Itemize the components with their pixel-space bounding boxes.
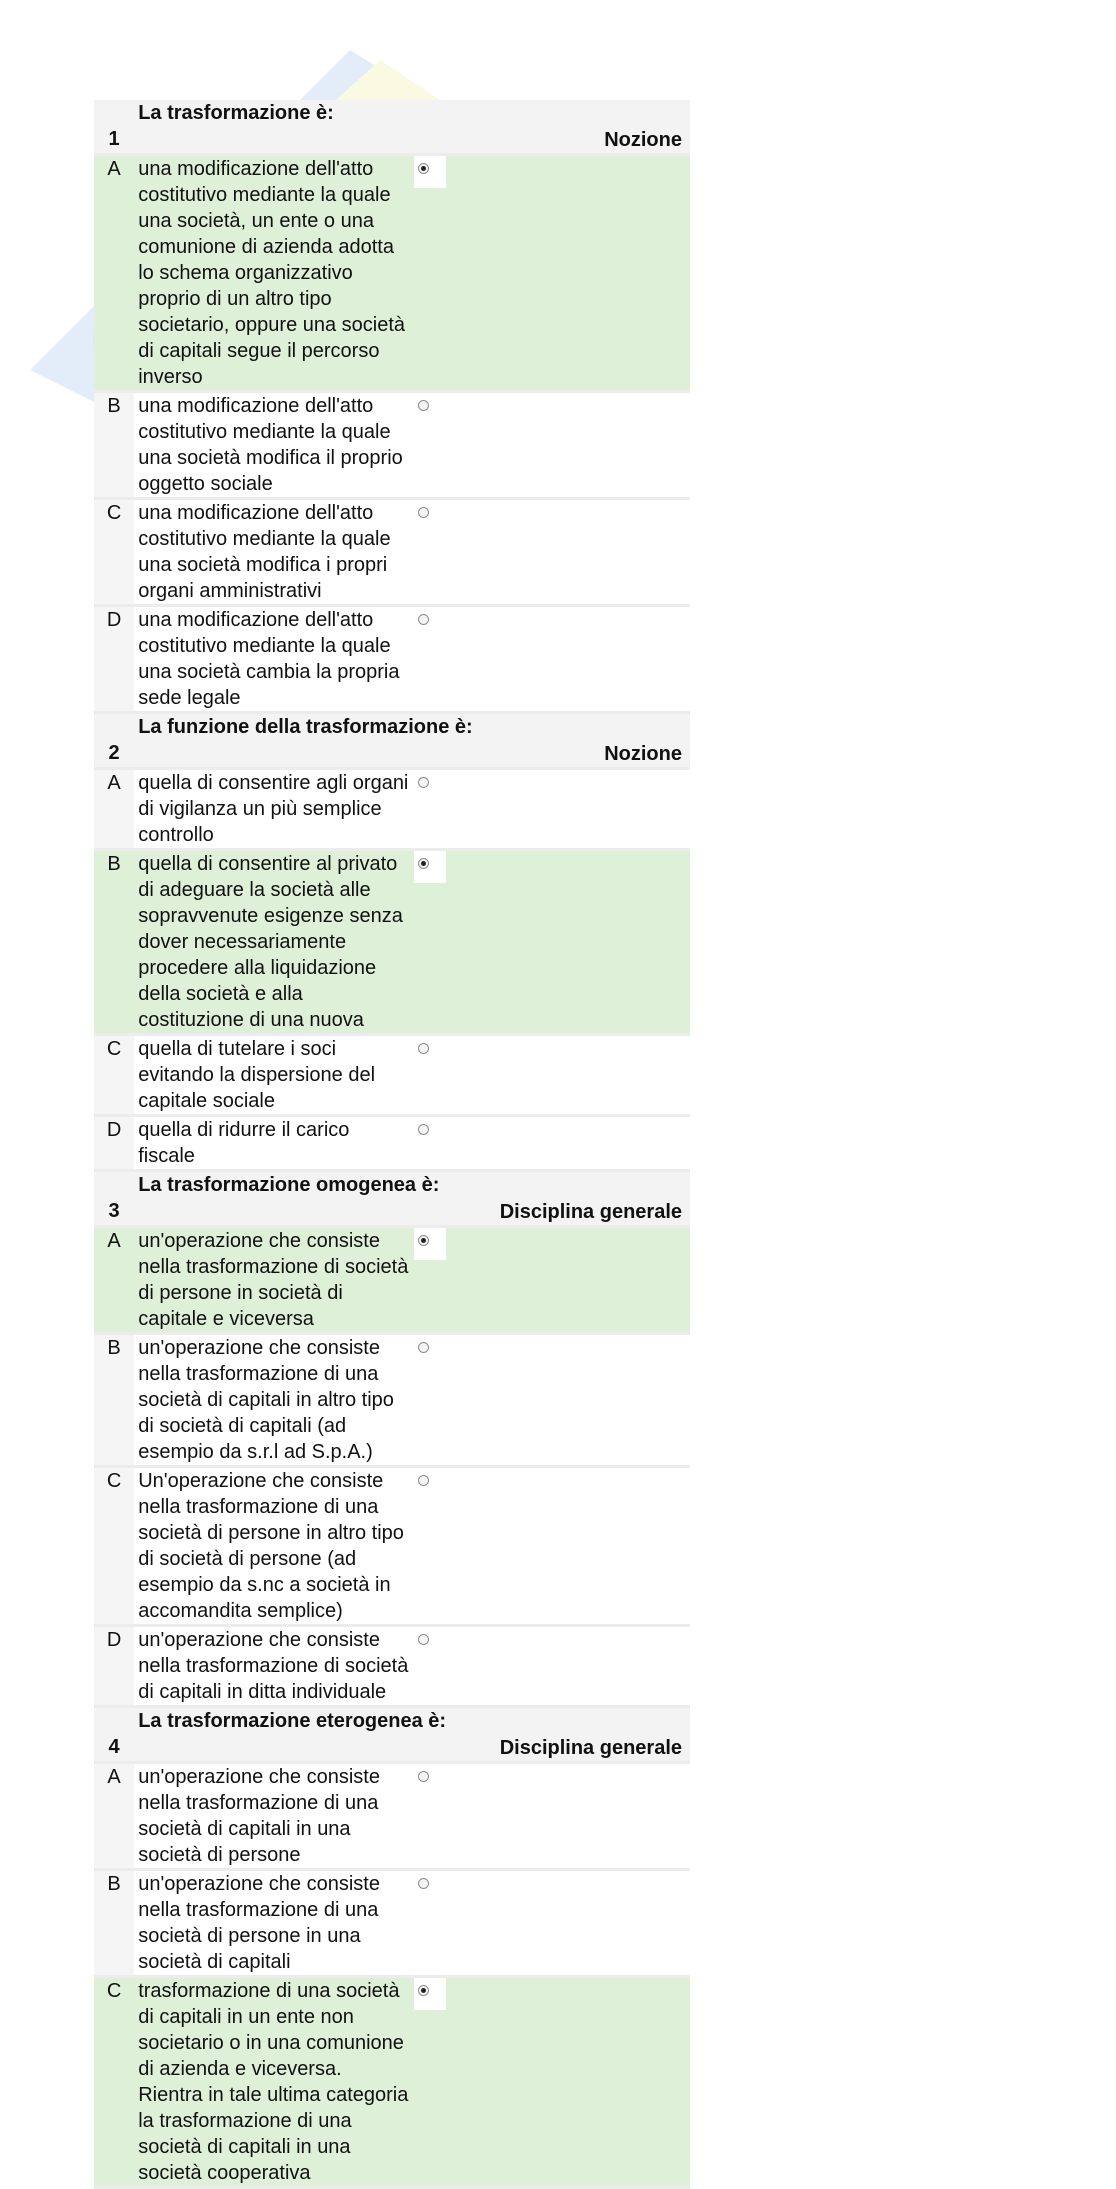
answer-option-row[interactable] (94, 1228, 690, 1335)
answer-option-row[interactable] (94, 1117, 690, 1172)
radio-button[interactable] (418, 1985, 429, 1996)
radio-box (414, 156, 446, 188)
question-title: La funzione della trasformazione è: (138, 716, 473, 738)
radio-box (414, 1036, 446, 1068)
question-category: Disciplina generale (499, 1737, 682, 1759)
radio-button[interactable] (418, 777, 429, 788)
radio-box (414, 500, 446, 532)
option-radio-cell (412, 1117, 690, 1172)
option-radio-cell (412, 770, 690, 851)
question-header-cell (134, 1708, 690, 1764)
radio-button[interactable] (418, 1124, 429, 1135)
option-radio-cell (412, 1764, 690, 1871)
radio-box (414, 1764, 446, 1796)
answer-option-row[interactable] (94, 500, 690, 607)
radio-box (414, 1871, 446, 1903)
question-number: 2 (94, 714, 134, 770)
question-category: Nozione (604, 743, 682, 765)
question-number: 3 (94, 1172, 134, 1228)
question-header (94, 100, 690, 156)
option-letter: D (94, 1627, 134, 1708)
option-letter: B (94, 851, 134, 1036)
option-text: un'operazione che consiste nella trasformazione di società di persone in società di capitale e viceversa (134, 1228, 412, 1335)
option-letter: C (94, 1468, 134, 1627)
option-radio-cell (412, 1871, 690, 1978)
quiz-table (94, 100, 690, 2189)
option-radio-cell (412, 607, 690, 714)
option-text: un'operazione che consiste nella trasformazione di una società di capitali in una società di persone (134, 1764, 412, 1871)
answer-option-row[interactable] (94, 1627, 690, 1708)
question-title: La trasformazione eterogenea è: (138, 1710, 447, 1732)
option-letter: B (94, 393, 134, 500)
option-radio-cell (412, 1978, 690, 2189)
question-category: Nozione (604, 129, 682, 151)
option-letter: A (94, 156, 134, 393)
question-header (94, 714, 690, 770)
radio-button[interactable] (418, 858, 429, 869)
radio-button[interactable] (418, 1235, 429, 1246)
option-text: quella di tutelare i soci evitando la dispersione del capitale sociale (134, 1036, 412, 1117)
radio-box (414, 1978, 446, 2010)
question-number: 1 (94, 100, 134, 156)
radio-button[interactable] (418, 400, 429, 411)
option-text: quella di ridurre il carico fiscale (134, 1117, 412, 1172)
radio-box (414, 1468, 446, 1500)
question-header (94, 1172, 690, 1228)
option-radio-cell (412, 1627, 690, 1708)
answer-option-row[interactable] (94, 156, 690, 393)
radio-box (414, 770, 446, 802)
radio-box (414, 1117, 446, 1149)
option-letter: D (94, 607, 134, 714)
radio-box (414, 1627, 446, 1659)
radio-box (414, 1335, 446, 1367)
radio-button[interactable] (418, 163, 429, 174)
option-text: trasformazione di una società di capitali in un ente non societario o in una comunione di azienda e viceversa. Rientra in tale ultima categoria la trasformazione di una società di capitali in una società cooperativa (134, 1978, 412, 2189)
option-radio-cell (412, 1036, 690, 1117)
question-number: 4 (94, 1708, 134, 1764)
option-text: un'operazione che consiste nella trasformazione di società di capitali in ditta individuale (134, 1627, 412, 1708)
answer-option-row[interactable] (94, 770, 690, 851)
option-text: una modificazione dell'atto costitutivo mediante la quale una società cambia la propria sede legale (134, 607, 412, 714)
radio-box (414, 851, 446, 883)
option-text: un'operazione che consiste nella trasformazione di una società di persone in una società di capitali (134, 1871, 412, 1978)
answer-option-row[interactable] (94, 1036, 690, 1117)
answer-option-row[interactable] (94, 1335, 690, 1468)
radio-button[interactable] (418, 1771, 429, 1782)
option-text: una modificazione dell'atto costitutivo mediante la quale una società modifica i propri organi amministrativi (134, 500, 412, 607)
option-radio-cell (412, 1228, 690, 1335)
radio-box (414, 393, 446, 425)
radio-box (414, 1228, 446, 1260)
option-text: una modificazione dell'atto costitutivo mediante la quale una società modifica il proprio oggetto sociale (134, 393, 412, 500)
question-header (94, 1708, 690, 1764)
option-letter: B (94, 1335, 134, 1468)
option-radio-cell (412, 1335, 690, 1468)
option-radio-cell (412, 393, 690, 500)
answer-option-row[interactable] (94, 851, 690, 1036)
radio-button[interactable] (418, 507, 429, 518)
option-letter: C (94, 1036, 134, 1117)
option-radio-cell (412, 851, 690, 1036)
answer-option-row[interactable] (94, 607, 690, 714)
option-text: quella di consentire agli organi di vigilanza un più semplice controllo (134, 770, 412, 851)
option-radio-cell (412, 156, 690, 393)
answer-option-row[interactable] (94, 393, 690, 500)
question-header-cell (134, 714, 690, 770)
option-letter: A (94, 770, 134, 851)
question-header-cell (134, 100, 690, 156)
option-text: quella di consentire al privato di adeguare la società alle sopravvenute esigenze senza dover necessariamente procedere alla liquidazione della società e alla costituzione di una nuova (134, 851, 412, 1036)
radio-button[interactable] (418, 614, 429, 625)
answer-option-row[interactable] (94, 1764, 690, 1871)
option-text: una modificazione dell'atto costitutivo mediante la quale una società, un ente o una comunione di azienda adotta lo schema organizzativo proprio di un altro tipo societario, oppure una società di capitali segue il percorso inverso (134, 156, 412, 393)
option-letter: B (94, 1871, 134, 1978)
question-title: La trasformazione omogenea è: (138, 1174, 440, 1196)
radio-box (414, 607, 446, 639)
option-text: un'operazione che consiste nella trasformazione di una società di capitali in altro tipo di società di capitali (ad esempio da s.r.l ad S.p.A.) (134, 1335, 412, 1468)
answer-option-row[interactable] (94, 1468, 690, 1627)
answer-option-row[interactable] (94, 1978, 690, 2189)
option-letter: A (94, 1228, 134, 1335)
option-letter: C (94, 1978, 134, 2189)
option-radio-cell (412, 1468, 690, 1627)
option-text: Un'operazione che consiste nella trasformazione di una società di persone in altro tipo di società di persone (ad esempio da s.nc a società in accomandita semplice) (134, 1468, 412, 1627)
option-letter: C (94, 500, 134, 607)
option-radio-cell (412, 500, 690, 607)
option-letter: A (94, 1764, 134, 1871)
radio-button[interactable] (418, 1342, 429, 1353)
radio-button[interactable] (418, 1043, 429, 1054)
question-header-cell (134, 1172, 690, 1228)
answer-option-row[interactable] (94, 1871, 690, 1978)
option-letter: D (94, 1117, 134, 1172)
radio-button[interactable] (418, 1634, 429, 1645)
question-title: La trasformazione è: (138, 102, 334, 124)
radio-button[interactable] (418, 1475, 429, 1486)
question-category: Disciplina generale (499, 1201, 682, 1223)
radio-button[interactable] (418, 1878, 429, 1889)
